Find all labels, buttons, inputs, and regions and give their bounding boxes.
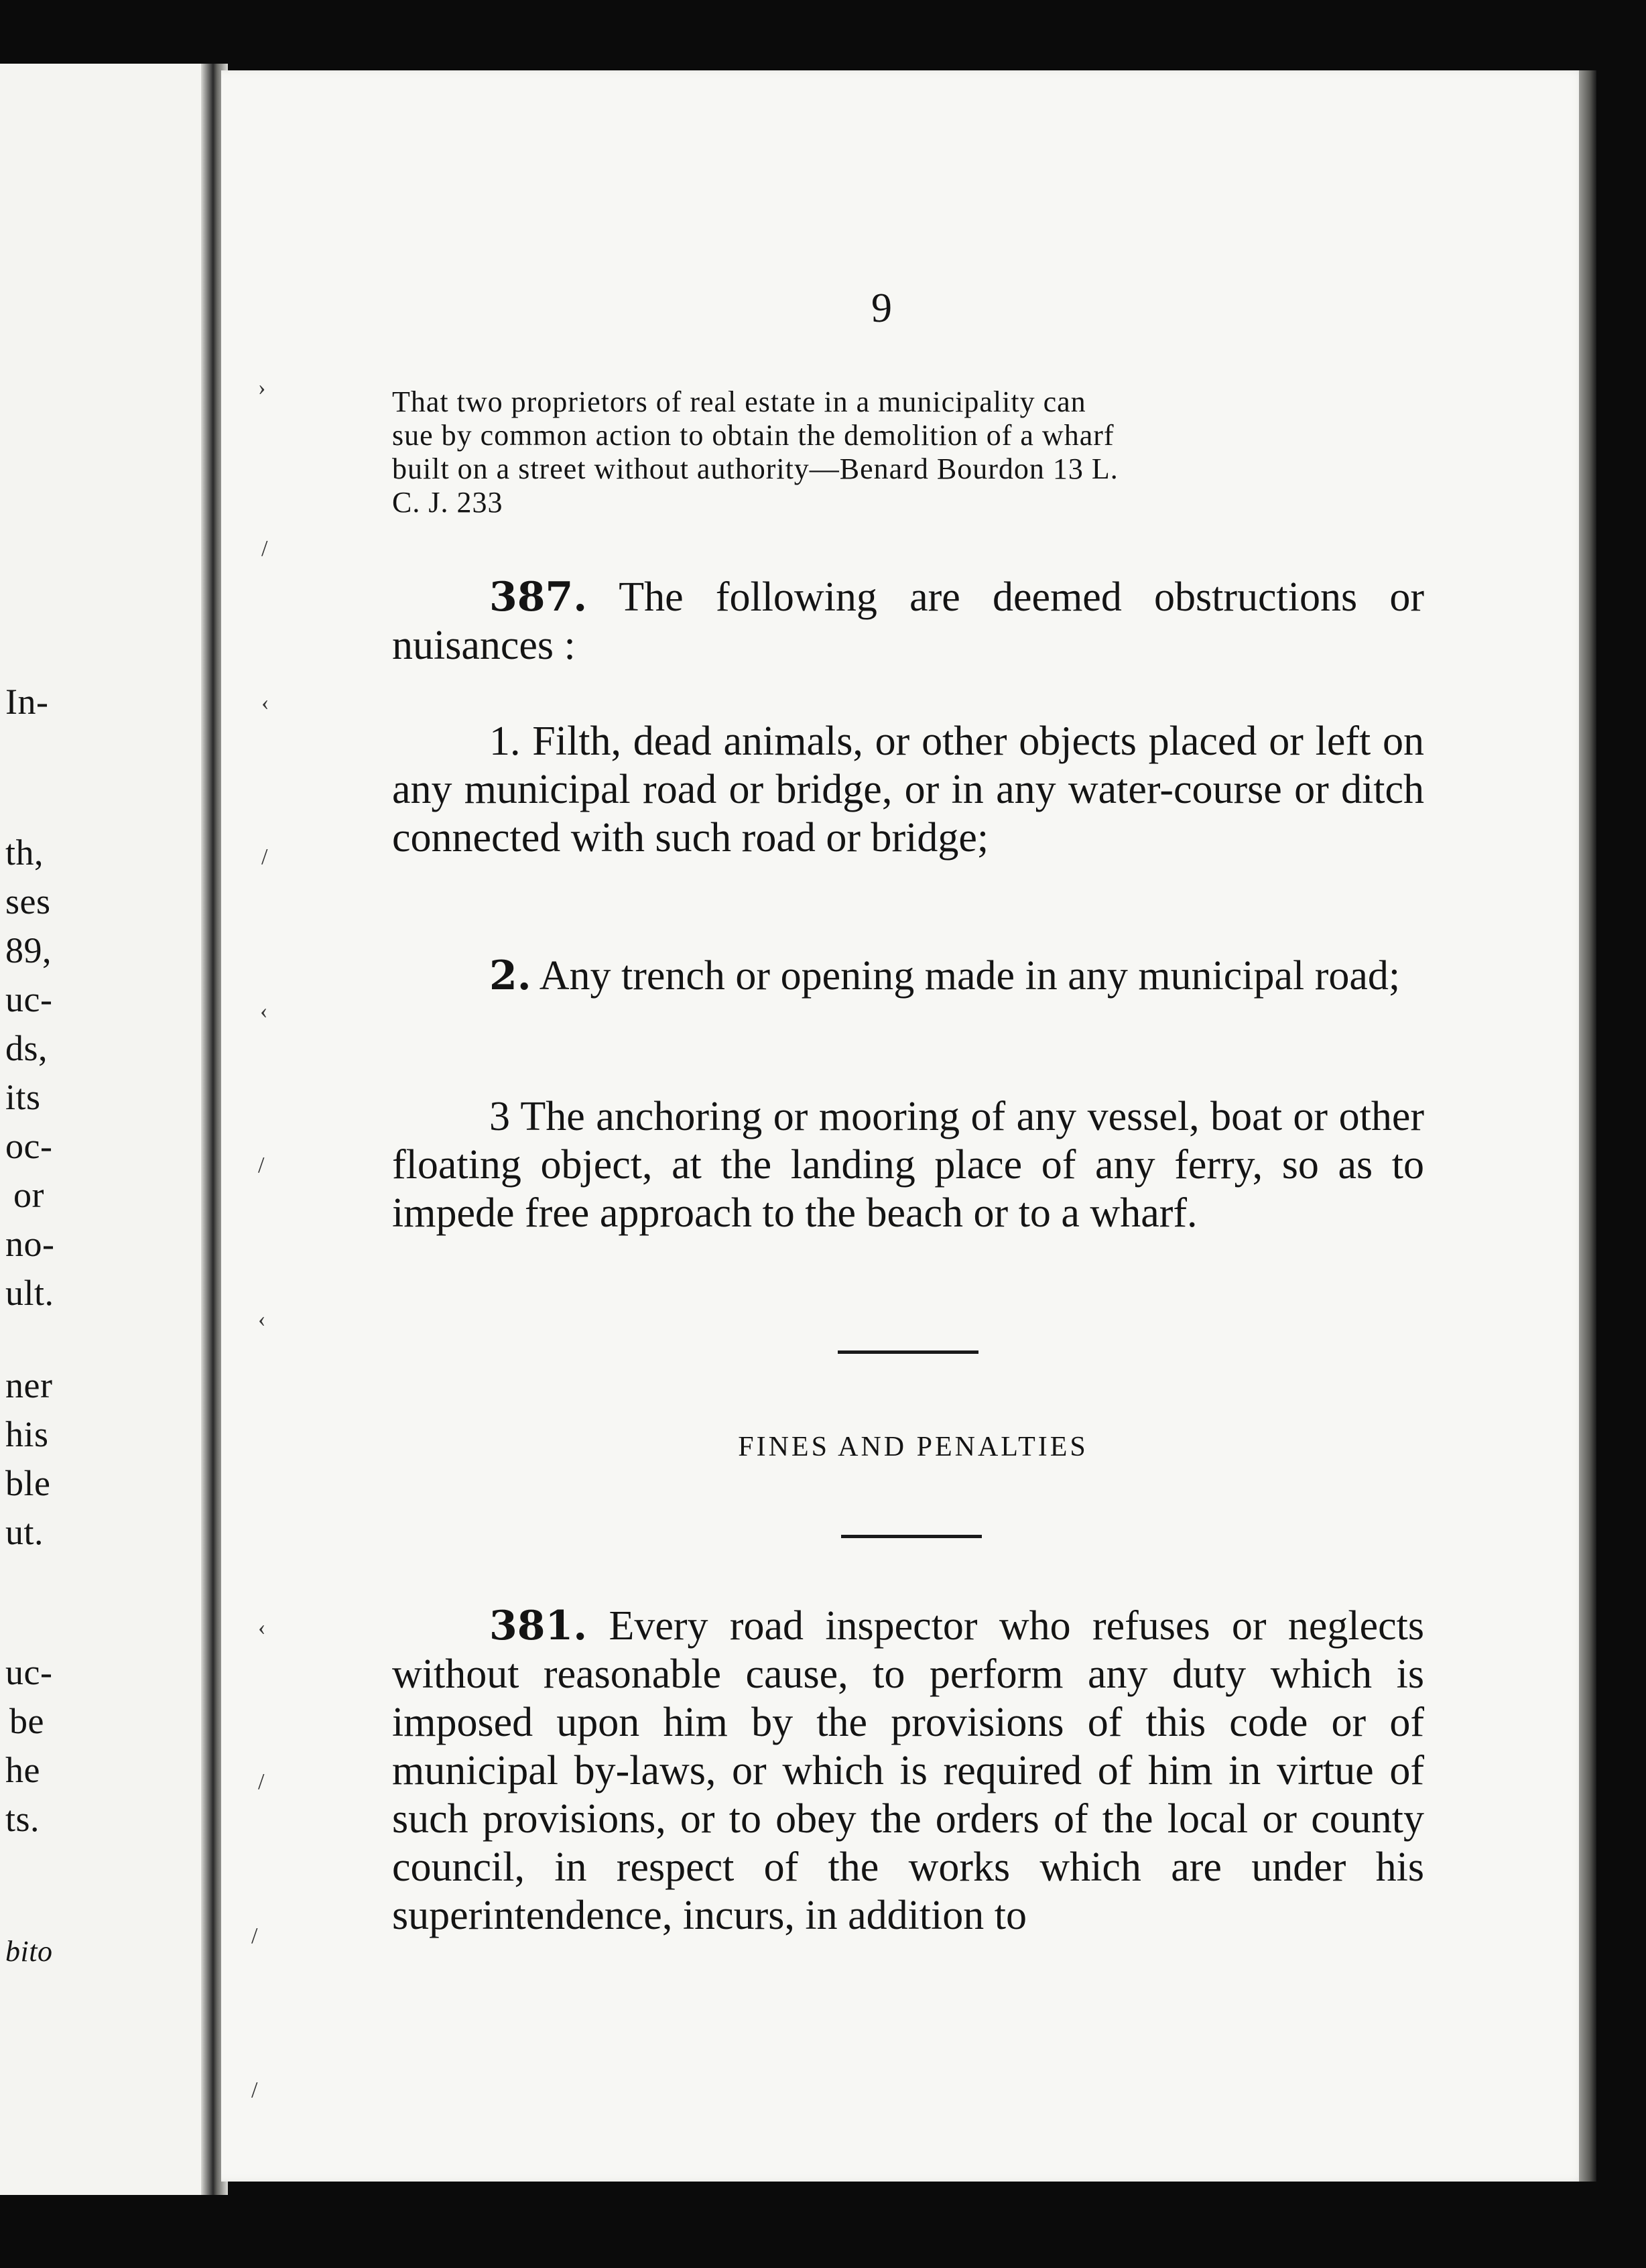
item-text: The anchoring or mooring of any vessel, boat or other floating object, at the landing place of any ferry, so as to impede free approach to the beach or to a wharf. (392, 1094, 1424, 1236)
item-number: 3 (489, 1094, 510, 1139)
case-note (392, 385, 1417, 519)
note-line: built on a street without authority—Benard Bourdon 13 L. (392, 452, 1119, 485)
item-1 (392, 717, 1424, 862)
left-page-fragment: his (5, 1414, 49, 1454)
item-3 (392, 1092, 1424, 1237)
section-heading: FINES AND PENALTIES (738, 1432, 1088, 1462)
left-page-fragment: ner (5, 1365, 53, 1405)
note-line: That two proprietors of real estate in a municipality can (392, 385, 1086, 418)
scan-mark: › (258, 375, 266, 400)
page-edge (1579, 70, 1596, 2182)
left-page-fragment: uc- (5, 1652, 53, 1692)
left-page-fragment: or (13, 1175, 44, 1215)
note-line: sue by common action to obtain the demolition of a wharf (392, 419, 1115, 452)
page-number: 9 (871, 286, 892, 331)
article-381 (392, 1602, 1424, 1940)
left-page-fragment: uc- (5, 979, 53, 1019)
left-page-fragment: he (5, 1750, 40, 1790)
left-page-fragment: th, (5, 832, 44, 873)
left-page-fragment: ds, (5, 1028, 48, 1068)
item-2 (392, 952, 1424, 1000)
scan-mark: / (251, 1924, 258, 1948)
article-387 (392, 573, 1424, 670)
left-page-fragment: its (5, 1077, 41, 1117)
left-page-fragment: no- (5, 1224, 55, 1264)
scan-mark: ‹ (258, 1307, 266, 1332)
scan-mark: / (258, 1769, 265, 1794)
scan-mark: ‹ (261, 690, 269, 715)
section-rule-bottom (841, 1535, 982, 1538)
left-page-fragment: ses (5, 881, 51, 922)
scan-mark: / (251, 2078, 258, 2102)
section-rule-top (838, 1350, 978, 1354)
article-text: The following are deemed obstructions or nuisances : (392, 574, 1424, 668)
left-page-fragment: ut. (5, 1512, 44, 1552)
scan-mark: / (261, 536, 268, 561)
item-text: Any trench or opening made in any municipal road; (539, 953, 1401, 999)
article-number: 387. (489, 574, 588, 621)
left-page-fragment: be (9, 1701, 44, 1741)
scan-mark: / (258, 1153, 265, 1178)
left-page-fragment: In- (5, 682, 49, 722)
left-page-fragment: ts. (5, 1799, 40, 1839)
article-number: 381. (489, 1602, 588, 1649)
left-page-fragment: ult. (5, 1273, 54, 1313)
item-number: 2. (489, 952, 531, 999)
item-number: 1. (489, 718, 521, 764)
scan-mark: ‹ (260, 999, 268, 1023)
article-text: Every road inspector who refuses or neglects without reasonable cause, to perform any duty which is imposed upon him by the provisions of this code or of municipal by-laws, or which is required of him in virtue of such provisions, or to obey the orders of the local or county council, in respect of the works which are under his superintendence, incurs, in addition to (392, 1603, 1425, 1938)
left-page-fragment: bito (5, 1935, 53, 1968)
scan-mark: / (261, 844, 268, 869)
item-text: Filth, dead animals, or other objects placed or left on any municipal road or bridge, or in any water-course or ditch connected with such road or bridge; (392, 718, 1425, 861)
left-page-fragment: 89, (5, 930, 52, 970)
scan-mark: ‹ (258, 1615, 266, 1640)
note-line: C. J. 233 (392, 486, 503, 519)
left-page-fragment: oc- (5, 1126, 53, 1166)
left-page-fragment: ble (5, 1463, 51, 1503)
